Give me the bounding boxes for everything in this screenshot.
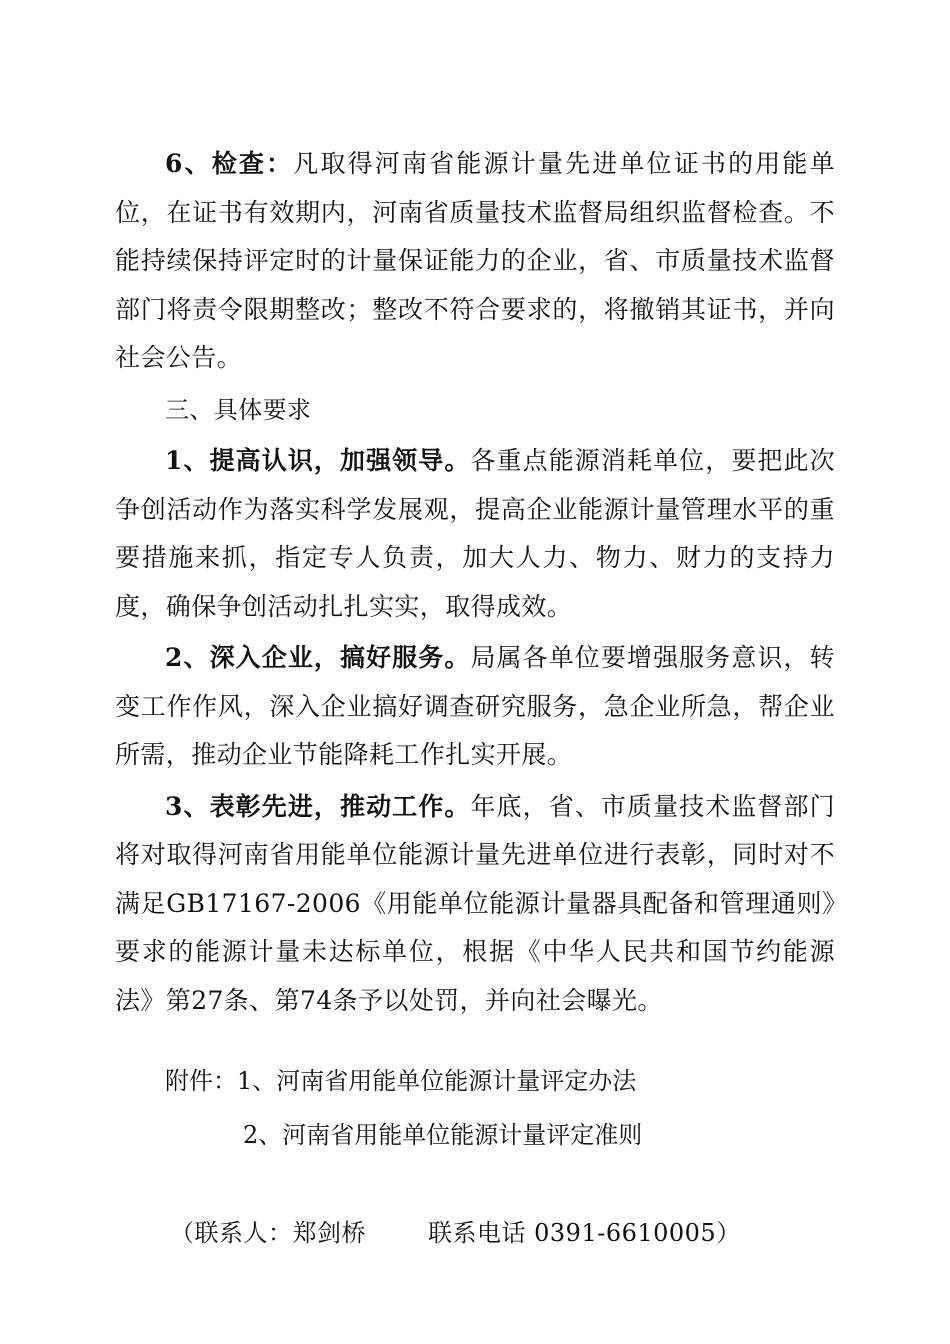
document-body xyxy=(115,140,835,1028)
attachments xyxy=(165,1065,642,1173)
paragraph-inspection xyxy=(115,140,835,383)
inspection-text: 凡取得河南省能源计量先进单位证书的用能单位，在证书有效期内，河南省质量技术监督局组织监督检查。不能持续保持评定时的计量保证能力的企业，省、市质量技术监督部门将责令限期整改；整改不符合要求的，将撤销其证书，并向社会公告。 xyxy=(115,149,835,372)
section-heading: 三、具体要求 xyxy=(165,395,312,424)
requirement-label: 2、深入企业，搞好服务。 xyxy=(165,643,471,672)
requirement-item xyxy=(115,634,835,780)
requirement-text: 各重点能源消耗单位，要把此次争创活动作为落实科学发展观，提高企业能源计量管理水平的重要措施来抓，指定专人负责，加大人力、物力、财力的支持力度，确保争创活动扎扎实实，取得成效。 xyxy=(115,446,835,621)
attachment-item: 2、河南省用能单位能源计量评定准则 xyxy=(243,1121,643,1149)
contact-person: （联系人：郑剑桥 xyxy=(170,1219,366,1247)
requirement-text: 局属各单位要增强服务意识，转变工作作风，深入企业搞好调查研究服务，急企业所急，帮企业所需，推动企业节能降耗工作扎实开展。 xyxy=(115,643,835,769)
requirement-text: 年底，省、市质量技术监督部门将对取得河南省用能单位能源计量先进单位进行表彰，同时对不满足GB17167-2006《用能单位能源计量器具配备和管理通则》要求的能源计量未达标单位，根据《中华人民共和国节约能源法》第27条、第74条予以处罚，并向社会曝光。 xyxy=(115,791,835,1015)
requirement-item xyxy=(115,437,835,631)
requirement-label: 1、提高认识，加强领导。 xyxy=(165,446,471,475)
requirement-label: 3、表彰先进，推动工作。 xyxy=(165,791,471,821)
inspection-label: 6、检查： xyxy=(165,149,294,178)
attachment-line-1 xyxy=(165,1065,642,1097)
attachment-line-2 xyxy=(165,1119,642,1151)
attachment-item: 1、河南省用能单位能源计量评定办法 xyxy=(237,1067,637,1095)
attachment-prefix: 附件： xyxy=(165,1067,237,1095)
contact-line xyxy=(170,1217,741,1249)
contact-phone: 联系电话 0391-6610005） xyxy=(428,1219,741,1247)
requirement-item xyxy=(115,783,835,1026)
